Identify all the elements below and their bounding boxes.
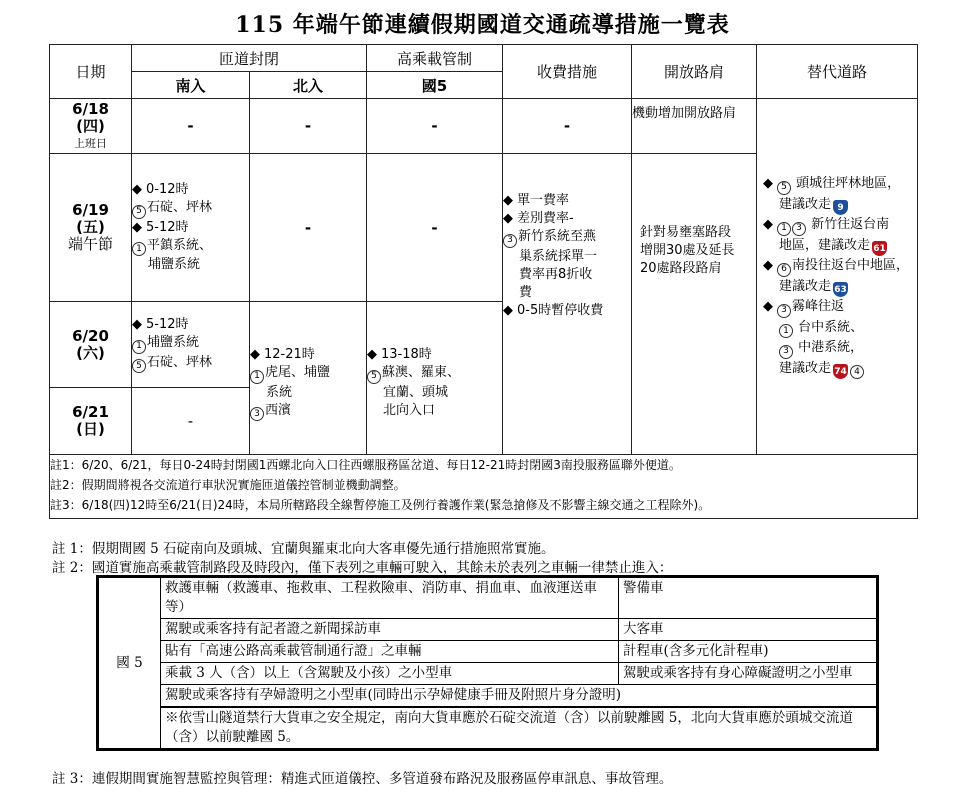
ramp-names: 宜蘭、頭城 [383, 384, 449, 400]
alt-text: 台中系統、 [798, 319, 864, 335]
south-621: - [132, 388, 250, 455]
toll-text: 新竹系統至燕 [518, 229, 597, 244]
header-date: 日期 [50, 45, 132, 99]
south-620: ◆ 5-12時 1 埔鹽系統 5 石碇、坪林 [132, 302, 250, 388]
header-south-in: 南入 [132, 72, 250, 99]
truck-restriction-note: ※依雪山隧道禁行大貨車之安全規定，南向大貨車應於石碇交流道（含）以前駛離國 5，北向大貨車應於頭城交流道（含）以前駛離國 5。 [161, 707, 877, 749]
toll-text: 單一費率 [517, 193, 570, 208]
alt-route-cell: ◆ 5 頭城往坪林地區， 建議改走 9 ◆ 1 3 新竹往返台南 地區，建議改走 61 ◆ 6 南投往返台中地區， 建議改走 63 ◆ 3 霧峰往返 1 台中系統、 3 中港系統， 建議改走 74 4 [757, 99, 918, 455]
ramp-names: 蘇澳、羅東、 [382, 365, 461, 380]
alt-text: 中港系統， [798, 340, 864, 355]
date-cell-619 [50, 154, 132, 302]
ramp-names: 虎尾、埔鹽 [265, 365, 331, 380]
holiday-label: 端午節 [67, 235, 113, 253]
shoulder-text: 20處路段路肩 [640, 261, 722, 276]
toll-text: 費 [519, 284, 533, 300]
south-619: ◆ 0-12時 5 石碇、坪林 ◆ 5-12時 1 平鎮系統、 埔鹽系統 [132, 154, 250, 302]
lower-note-1: 註 1：假期間國 5 石碇南向及頭城、宜蘭與羅東北向大客車優先通行措施照常實施。 [52, 541, 555, 557]
lower-note-3: 註 3：連假期間實施智慧監控與管理：精進式匝道儀控、多管道發布路況及服務區停車訊息、事故管理。 [52, 771, 673, 787]
hov-618: - [367, 99, 503, 154]
ramp-names: 埔鹽系統 [147, 335, 200, 350]
vehicle-type: 警備車 [619, 578, 877, 619]
provincial-route-icon: 5 [132, 205, 146, 219]
date-cell-620 [50, 302, 132, 388]
time-range: 12-21時 [264, 347, 315, 362]
alt-text: 建議改走 [779, 360, 832, 376]
provincial-route-icon: 1 [132, 242, 146, 256]
ramp-names: 西濱 [265, 402, 292, 418]
provincial-route-icon: 3 [250, 407, 264, 421]
table-notes [50, 455, 918, 519]
alt-text: 地區，建議改走 [779, 237, 871, 253]
shoulder-cell [632, 154, 757, 455]
vehicle-type: 駕駛或乘客持有記者證之新聞採訪車 [161, 619, 619, 641]
shoulder-text: 針對易壅塞路段 [640, 225, 732, 240]
ramp-names: 石碇、坪林 [147, 354, 213, 370]
provincial-route-icon: 3 [777, 304, 791, 318]
route-label: 國 5 [99, 578, 161, 749]
shoulder-618: 機動增加開放路肩 [632, 99, 757, 154]
alt-text: 頭城往坪林地區， [796, 176, 901, 191]
provincial-route-icon: 3 [503, 234, 517, 248]
header-north-in: 北入 [250, 72, 367, 99]
alt-text: 南投往返台中地區， [792, 258, 910, 273]
provincial-route-icon: 4 [850, 365, 864, 379]
provincial-route-icon: 6 [777, 263, 791, 277]
header-nat5: 國5 [367, 72, 503, 99]
provincial-route-icon: 1 [779, 324, 793, 338]
table-note-1: 註1：6/20、6/21，每日0-24時封閉國1西螺北向入口往西螺服務區岔道、每日12-21時封閉國3南投服務區聯外便道。 [50, 458, 681, 472]
time-range: 0-12時 [146, 182, 189, 197]
toll-text: 費率再8折收 [519, 266, 593, 282]
toll-text: 巢系統採單一 [519, 248, 598, 264]
provincial-route-icon: 3 [779, 345, 793, 359]
south-618: - [132, 99, 250, 154]
vehicle-type: 駕駛或乘客持有孕婦證明之小型車(同時出示孕婦健康手冊及附照片身分證明) [161, 685, 877, 708]
vehicle-type: 大客車 [619, 619, 877, 641]
time-range: 13-18時 [381, 347, 432, 362]
alt-text: 建議改走 [779, 278, 832, 294]
date-cell-618 [50, 99, 132, 154]
vehicle-type: 計程車(含多元化計程車) [619, 641, 877, 663]
lower-note-2: 註 2：國道實施高乘載管制路段及時段內，僅下表列之車輛可駛入，其餘未於表列之車輛一律禁止進入： [52, 560, 673, 576]
header-hov: 高乘載管制 [367, 45, 503, 72]
hov-eligible-vehicles-table [98, 577, 877, 749]
vehicle-type: 救護車輛（救護車、拖救車、工程救險車、消防車、捐血車、血液運送車等） [161, 578, 619, 619]
ramp-names: 埔鹽系統 [148, 257, 201, 272]
expressway-shield-icon: 61 [872, 241, 887, 256]
date: 6/18 [72, 99, 109, 118]
measures-table [49, 44, 918, 519]
alt-text: 新竹往返台南 [811, 217, 890, 232]
vehicle-type: 乘載 3 人（含）以上（含駕駛及小孩）之小型車 [161, 663, 619, 685]
expressway-shield-icon: 74 [833, 364, 848, 379]
header-toll: 收費措施 [503, 45, 632, 99]
header-ramp-closure: 匝道封閉 [132, 45, 367, 72]
alt-text: 霧峰往返 [792, 299, 845, 314]
date: 6/20 [72, 326, 109, 345]
toll-text: 差別費率- [517, 211, 574, 226]
provincial-route-icon: 1 [250, 370, 264, 384]
weekday: (五) [76, 218, 105, 236]
weekday: (六) [76, 343, 105, 362]
north-618: - [250, 99, 367, 154]
page-title: 115 年端午節連續假期國道交通疏導措施一覽表 [235, 12, 730, 38]
time-range: 5-12時 [146, 317, 189, 332]
date-cell-621 [50, 388, 132, 455]
ramp-names: 系統 [266, 384, 293, 400]
ramp-names: 石碇、坪林 [147, 200, 213, 215]
vehicle-type: 貼有「高速公路高乘載管制通行證」之車輛 [161, 641, 619, 663]
north-619: - [250, 154, 367, 302]
toll-cell: ◆ 單一費率 ◆ 差別費率- 3 新竹系統至燕 巢系統採單一 費率再8折收 費 ◆ 0-5時暫停收費 [503, 154, 632, 455]
hov-merged: ◆ 13-18時 5 蘇澳、羅東、 宜蘭、頭城 北向入口 [367, 302, 503, 455]
provincial-route-icon: 5 [367, 370, 381, 384]
freeway-shield-icon: 9 [833, 200, 848, 215]
table-note-2: 註2：假期間將視各交流道行車狀況實施匝道儀控管制並機動調整。 [50, 478, 406, 492]
toll-text: 0-5時暫停收費 [517, 302, 604, 318]
ramp-names: 平鎮系統、 [147, 237, 213, 253]
alt-text: 建議改走 [779, 196, 832, 212]
header-shoulder: 開放路肩 [632, 45, 757, 99]
provincial-route-icon: 5 [132, 359, 146, 373]
date: 6/19 [72, 201, 109, 219]
weekday: (四) [76, 116, 105, 135]
time-range: 5-12時 [146, 219, 189, 235]
header-alt-route: 替代道路 [757, 45, 918, 99]
provincial-route-icon: 1 [777, 222, 791, 236]
provincial-route-icon: 5 [777, 181, 791, 195]
freeway-shield-icon: 63 [833, 282, 848, 297]
ramp-names: 北向入口 [383, 402, 436, 418]
provincial-route-icon: 3 [792, 222, 806, 236]
date: 6/21 [72, 403, 109, 421]
vehicle-type: 駕駛或乘客持有身心障礙證明之小型車 [619, 663, 877, 685]
workday-note: 上班日 [74, 136, 107, 150]
weekday: (日) [76, 420, 105, 438]
toll-618: - [503, 99, 632, 154]
table-note-3: 註3：6/18(四)12時至6/21(日)24時，本局所轄路段全線暫停施工及例行養護作業(緊急搶修及不影響主線交通之工程除外)。 [50, 498, 711, 512]
north-merged: ◆ 12-21時 1 虎尾、埔鹽 系統 3 西濱 [250, 302, 367, 455]
shoulder-text: 增開30處及延長 [640, 243, 735, 258]
hov-619: - [367, 154, 503, 302]
provincial-route-icon: 1 [132, 340, 146, 354]
